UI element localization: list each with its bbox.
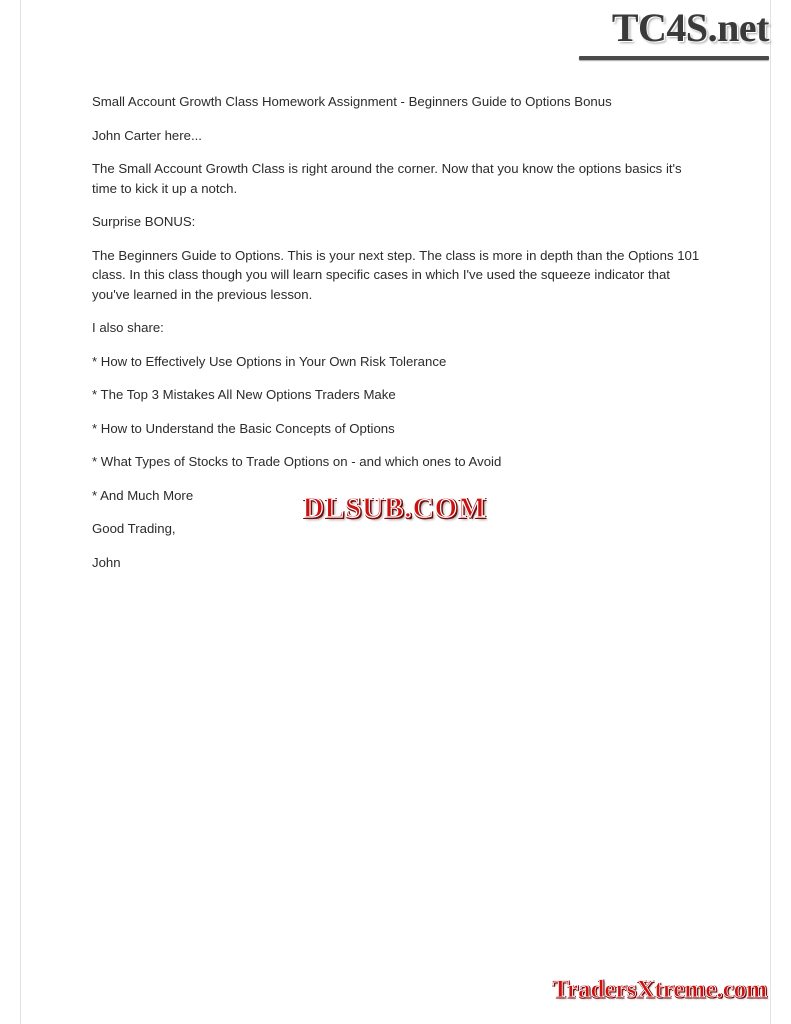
- closing-line: Good Trading,: [92, 521, 176, 536]
- top-right-watermark: TC4S.net: [611, 5, 769, 50]
- list-item: * How to Understand the Basic Concepts of Options: [92, 420, 395, 436]
- list-item: * How to Effectively Use Options in Your Own Risk Tolerance: [92, 353, 447, 369]
- paragraph-greeting: John Carter here...: [92, 127, 202, 143]
- top-watermark-underline: [579, 56, 769, 60]
- signature-line: John: [92, 554, 121, 570]
- list-item: * What Types of Stocks to Trade Options on - and which ones to Avoid: [92, 454, 502, 469]
- page-right-edge: [770, 0, 771, 1024]
- list-item: * And Much More: [92, 487, 194, 503]
- document-title: Small Account Growth Class Homework Assignment - Beginners Guide to Options Bonus: [92, 94, 612, 109]
- paragraph-intro: The Small Account Growth Class is right around the corner. Now that you know the options basics it's time to kick it up a notch.: [92, 161, 682, 196]
- paragraph-also-share: I also share:: [92, 320, 164, 335]
- center-watermark: [253, 490, 536, 526]
- page-left-edge: [20, 0, 21, 1024]
- paragraph-bonus-heading: Surprise BONUS:: [92, 214, 196, 229]
- list-item: * The Top 3 Mistakes All New Options Traders Make: [92, 387, 396, 402]
- bottom-right-watermark: TradersXtreme.com: [552, 976, 767, 1003]
- center-watermark-text: DLSUB.COM: [302, 491, 487, 524]
- paragraph-bonus-body: The Beginners Guide to Options. This is your next step. The class is more in depth than the Options 101 class. In this class though you will learn specific cases in which I've used the squeeze indicator that you've learned in the previous lesson.: [92, 247, 700, 302]
